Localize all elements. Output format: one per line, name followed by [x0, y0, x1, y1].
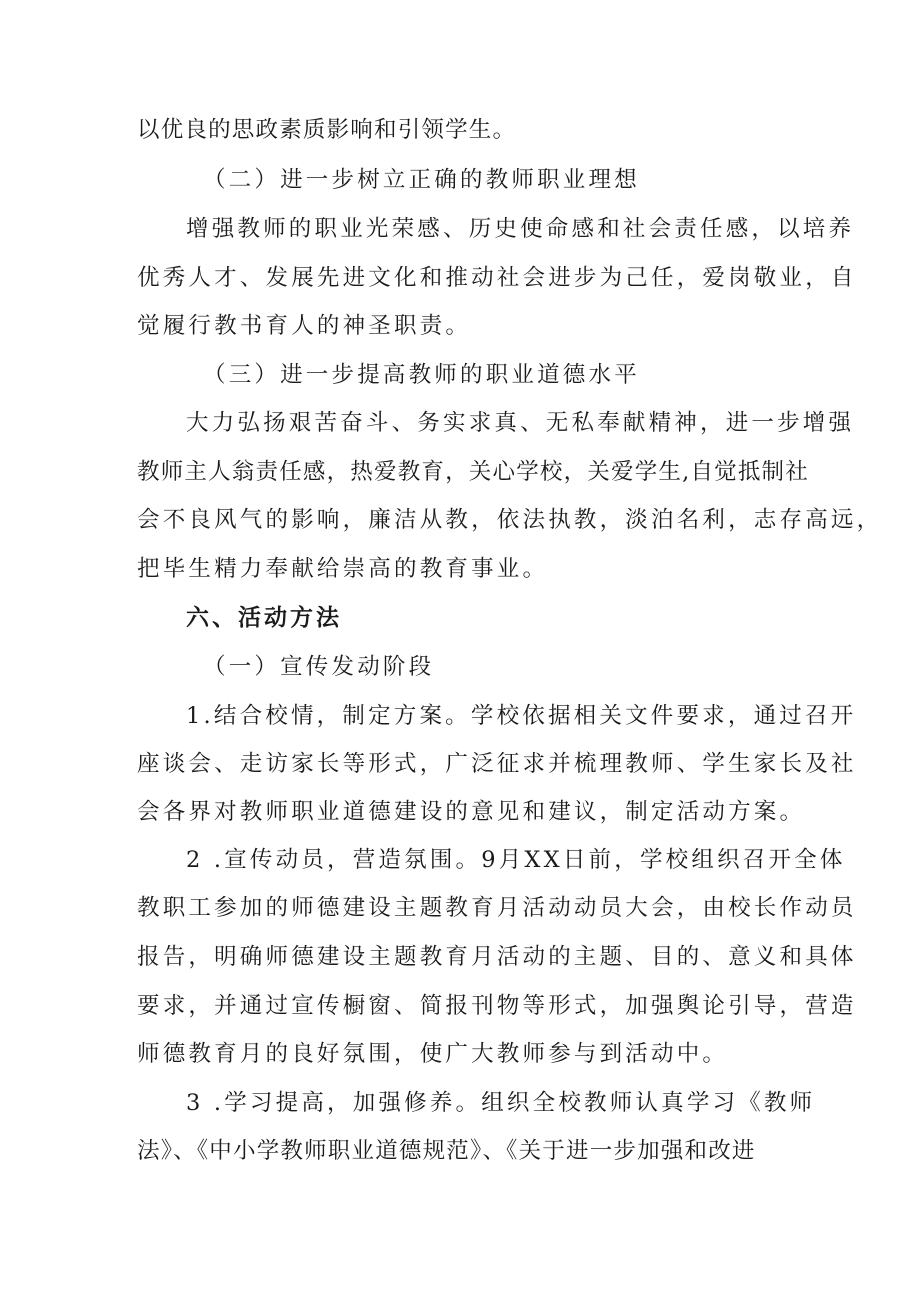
paragraph-line: 3 .学习提高，加强修养。组织全校教师认真学习《教师: [186, 1090, 816, 1116]
section-subheading: （三）进一步提高教师的职业道德水平: [203, 362, 640, 388]
section-heading: 六、活动方法: [186, 605, 342, 631]
section-subheading: （二）进一步树立正确的教师职业理想: [203, 167, 640, 193]
paragraph-line: 大力弘扬艰苦奋斗、务实求真、无私奉献精神，进一步增强: [186, 410, 855, 436]
paragraph-line: 优秀人才、发展先进文化和推动社会进步为己任，爱岗敬业，自: [137, 265, 857, 291]
paragraph-line: 教职工参加的师德建设主题教育月活动动员大会，由校长作动员: [137, 895, 857, 921]
paragraph-line: 法》、《中小学教师职业道德规范》、《关于进一步加强和改进: [137, 1138, 756, 1164]
paragraph-line: 2 .宣传动员，营造氛围。9月XX日前，学校组织召开全体: [186, 847, 846, 873]
paragraph-line: 觉履行教书育人的神圣职责。: [137, 313, 472, 339]
paragraph-line: 把毕生精力奉献给崇高的教育事业。: [137, 556, 549, 582]
section-subheading: （一）宣传发动阶段: [203, 654, 435, 680]
paragraph-line: 以优良的思政素质影响和引领学生。: [137, 117, 517, 143]
paragraph-line: 会不良风气的影响，廉洁从教，依法执教，淡泊名利，志存高远，: [137, 507, 883, 533]
paragraph-line: 教师主人翁责任感，热爱教育，关心学校，关爱学生,自觉抵制社: [137, 459, 809, 485]
paragraph-line: 师德教育月的良好氛围，使广大教师参与到活动中。: [137, 1041, 729, 1067]
paragraph-line: 会各界对教师职业道德建设的意见和建议，制定活动方案。: [137, 799, 806, 825]
paragraph-line: 1.结合校情，制定方案。学校依据相关文件要求，通过召开: [186, 703, 857, 729]
paragraph-line: 报告，明确师德建设主题教育月活动的主题、目的、意义和具体: [137, 944, 857, 970]
paragraph-line: 座谈会、走访家长等形式，广泛征求并梳理教师、学生家长及社: [137, 751, 857, 777]
paragraph-line: 增强教师的职业光荣感、历史使命感和社会责任感，以培养: [186, 216, 855, 242]
paragraph-line: 要求，并通过宣传橱窗、简报刊物等形式，加强舆论引导，营造: [137, 993, 857, 1019]
